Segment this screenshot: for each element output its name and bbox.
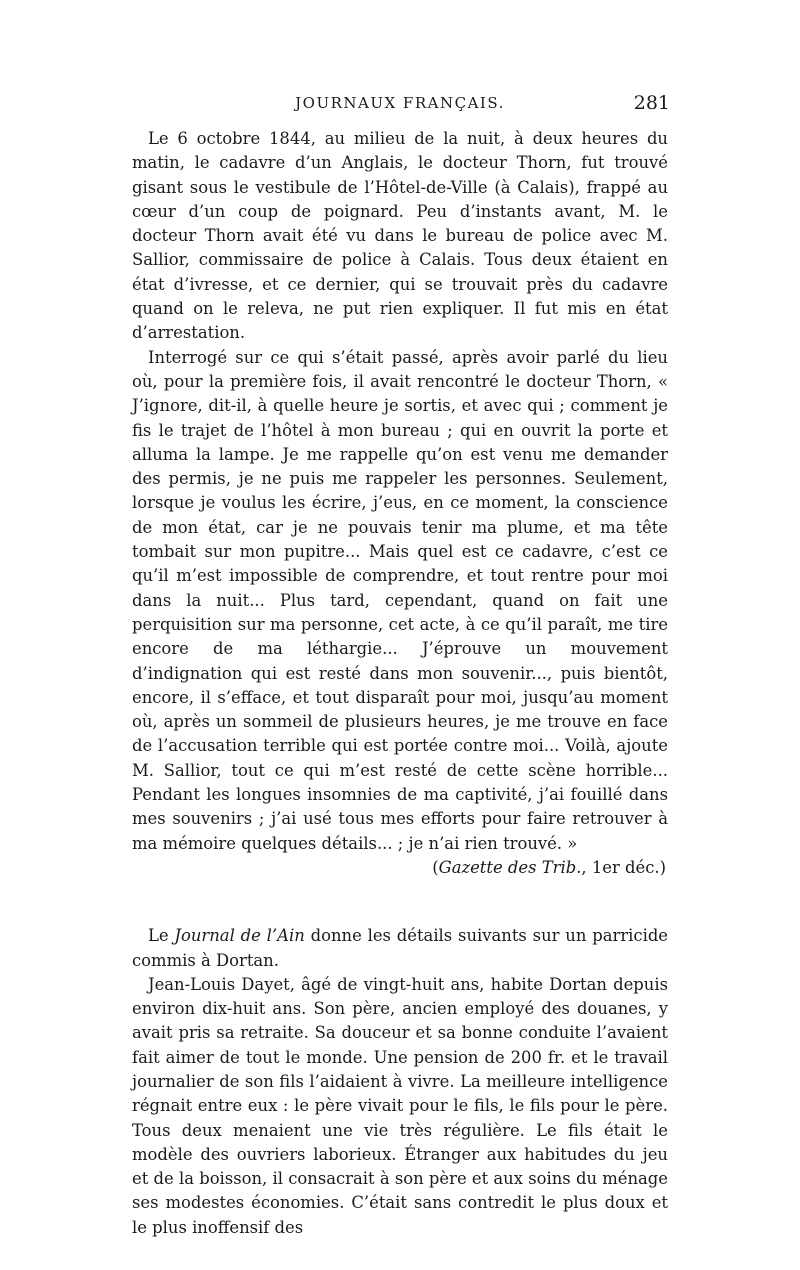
article2-paragraph-2: Jean-Louis Dayet, âgé de vingt-huit ans, habite Dortan depuis environ dix-huit ans. Son père, ancien employé des douanes, y avait pris sa retraite. Sa douceur et sa bonne conduite l’avaient fait aimer de tout le monde. Une pension de 200 fr. et le travail journalier de son fils l’aidaient à vivre. La meilleure intelligence régnait entre eux : le père vivait pour le fils, le fils pour le père. Tous deux menaient une vie très régulière. Le fils était le modèle des ouvriers laborieux. Étranger aux habitudes du jeu et de la boisson, il consacrait à son père et aux soins du ménage ses modestes économies. C’était sans contredit le plus doux et le plus inoffensif des [132,974,668,1237]
running-title: JOURNAUX FRANÇAIS. [295,94,505,112]
main-text [132,127,668,1240]
source-open: ( [432,857,439,877]
article2-paragraph-1 [132,924,668,973]
page-number: 281 [633,92,670,114]
intro-end: donne les détails suivants sur un parricide commis à Dortan. [132,926,669,970]
intro-start: Le [148,926,175,946]
journal-title: Journal de l’Ain [174,926,305,946]
source-title: Gazette des Trib. [438,857,582,877]
page-header [130,92,670,118]
section-gap [132,880,668,924]
article1-paragraph-2: Interrogé sur ce qui s’était passé, après avoir parlé du lieu où, pour la première fois, il avait rencontré le docteur Thorn, « J’ignore, dit-il, à quelle heure je sortis, et avec qui ; comment je fis le trajet de l’hôtel à mon bureau ; qui en ouvrit la porte et alluma la lampe. Je me rappelle qu’on est venu me demander des permis, je ne puis me rappeler les personnes. Seulement, lorsque je voulus les écrire, j’eus, en ce moment, la conscience de mon état, car je ne pouvais tenir ma plume, et ma tête tombait sur mon pupitre... Mais quel est ce cadavre, c’est ce qu’il m’est impossible de comprendre, et tout rentre pour moi dans la nuit... Plus tard, cependant, quand on fait une perquisition sur ma personne, cet acte, à ce qu’il paraît, me tire encore de ma léthargie... J’éprouve un mouvement d’indignation qui est resté dans mon souvenir..., puis bientôt, encore, il s’efface, et tout disparaît pour moi, jusqu’au moment où, après un sommeil de plusieurs heures, je me trouve en face de l’accusation terrible qui est portée contre moi... Voilà, ajoute M. Sallior, tout ce qui m’est resté de cette scène horrible... Pendant les longues insomnies de ma captivité, j’ai fouillé dans mes souvenirs ; j’ai usé tous mes efforts pour faire retrouver à ma mémoire quelques détails... ; je n’ai rien trouvé. » [132,347,668,853]
source-citation [132,856,668,880]
source-rest: , 1er déc.) [581,857,666,877]
article1-paragraph-1: Le 6 octobre 1844, au milieu de la nuit, à deux heures du matin, le cadavre d’un Anglais, le docteur Thorn, fut trouvé gisant sous le vestibule de l’Hôtel-de-Ville (à Calais), frappé au cœur d’un coup de poignard. Peu d’instants avant, M. le docteur Thorn avait été vu dans le bureau de police avec M. Sallior, commissaire de police à Calais. Tous deux étaient en état d’ivresse, et ce dernier, qui se trouvait près du cadavre quand on le releva, ne put rien expliquer. Il fut mis en état d’arrestation. [132,129,668,343]
